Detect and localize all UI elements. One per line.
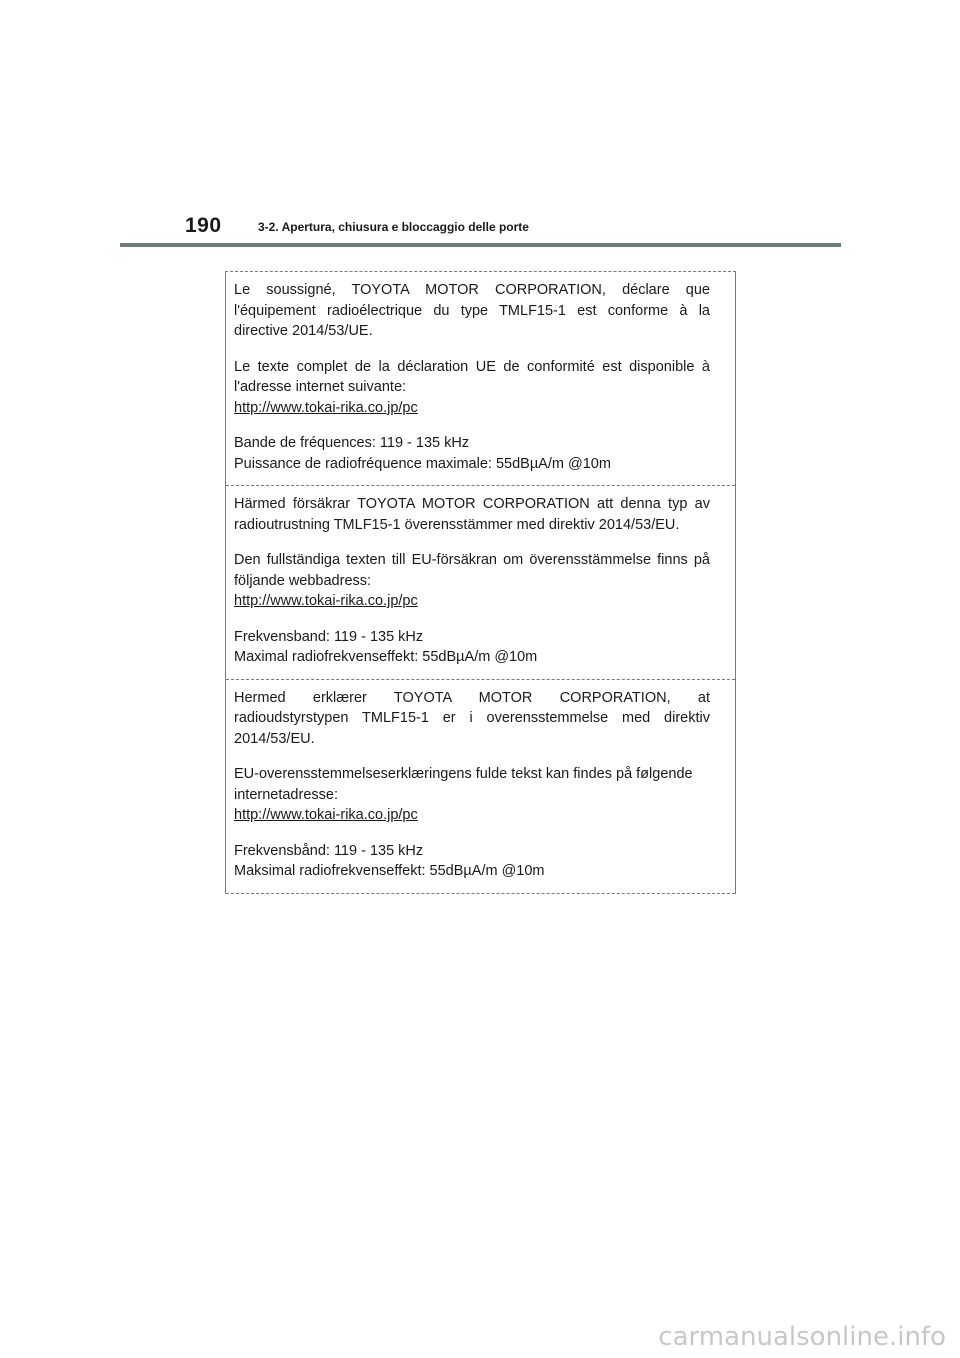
declaration-box (225, 271, 736, 894)
text-intro-label: Le texte complet de la déclaration UE de conformité est disponible à l'adresse internet suivante: (234, 358, 710, 395)
declaration-block-danish (226, 680, 735, 894)
text-intro (234, 550, 710, 612)
text-intro (234, 764, 710, 826)
text-intro (234, 357, 710, 419)
watermark-logo: carmanualsonline.info (658, 1322, 946, 1352)
page-number: 190 (185, 214, 222, 237)
frequency-info (234, 627, 710, 668)
frequency-text: Bande de fréquences: 119 - 135 kHz (234, 435, 470, 451)
frequency-info (234, 433, 710, 474)
frequency-text: Frekvensbånd: 119 - 135 kHz (234, 842, 424, 859)
text-intro-label: EU-overensstemmelseserklæringens fulde tekst kan findes på følgende internetadresse: (234, 766, 693, 803)
declaration-text: Hermed erklærer TOYOTA MOTOR CORPORATION, at radioudstyrstypen TMLF15-1 er i overensstemmelse med direktiv 2014/53/EU. (234, 689, 710, 747)
declaration-text: Le soussigné, TOYOTA MOTOR CORPORATION, déclare que l'équipement radioélectrique du type TMLF15-1 est conforme à la directive 2014/53/UE. (234, 282, 710, 339)
power-text: Maksimal radiofrekvenseffekt: 55dBµA/m @10m (234, 863, 545, 879)
declaration-block-swedish (226, 486, 735, 680)
power-text: Puissance de radiofréquence maximale: 55dBµA/m @10m (234, 455, 611, 472)
power-text: Maximal radiofrekvenseffekt: 55dBµA/m @10m (234, 649, 538, 665)
declaration-link[interactable]: http://www.tokai-rika.co.jp/pc (234, 593, 418, 609)
section-title: 3-2. Apertura, chiusura e bloccaggio delle porte (258, 220, 529, 234)
frequency-info (234, 841, 710, 882)
text-intro-label: Den fullständiga texten till EU-försäkran om överensstämmelse finns på följande webbadress: (234, 552, 710, 589)
header-rule (120, 243, 841, 247)
declaration-link[interactable]: http://www.tokai-rika.co.jp/pc (234, 399, 418, 416)
declaration-block-french (226, 272, 735, 486)
declaration-text: Härmed försäkrar TOYOTA MOTOR CORPORATION att denna typ av radioutrustning TMLF15-1 överensstämmer med direktiv 2014/53/EU. (234, 496, 710, 533)
frequency-text: Frekvensband: 119 - 135 kHz (234, 628, 424, 645)
declaration-link[interactable]: http://www.tokai-rika.co.jp/pc (234, 807, 418, 823)
